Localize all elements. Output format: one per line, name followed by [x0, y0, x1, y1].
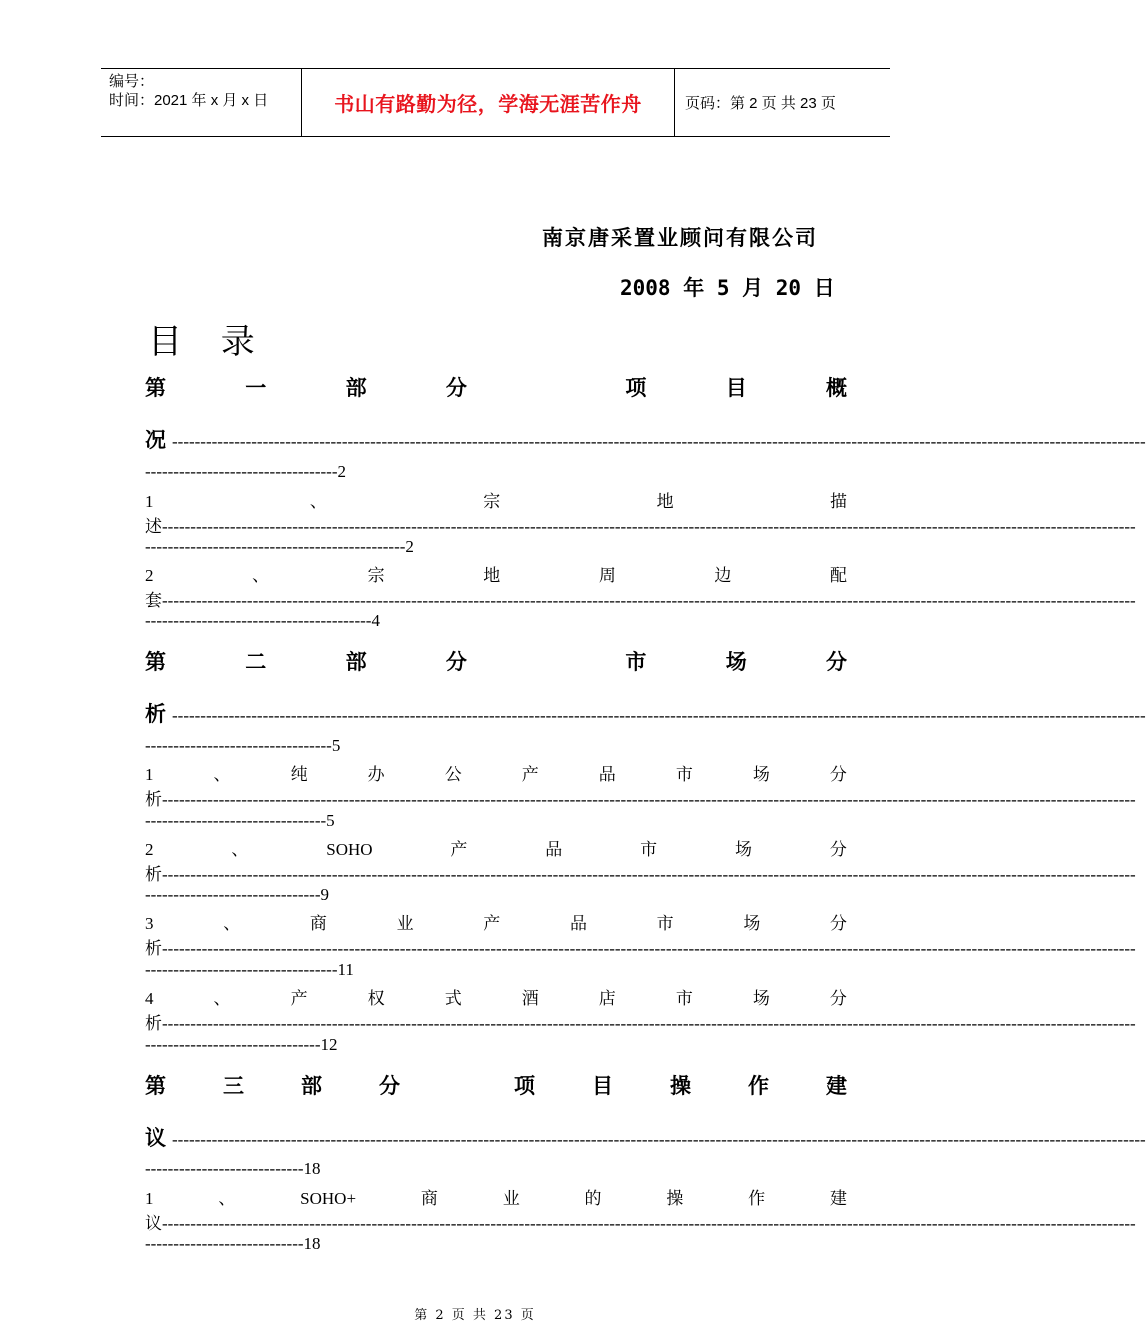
toc-token: 分 [379, 1074, 400, 1098]
toc-token: 市 [625, 650, 647, 674]
toc-page-number: ----------------------------18 [145, 1159, 321, 1178]
page-header [101, 68, 890, 137]
toc-token: 纯 [290, 765, 308, 784]
dot-leader: ---------------------------------------------------------------------------------------------------------------------------------------------------------------------------- [162, 865, 1136, 884]
toc-token: 2 [145, 566, 154, 585]
toc-token: 况 [145, 428, 166, 452]
toc-token: 建 [830, 1189, 847, 1208]
toc-entry-continuation [145, 512, 1136, 537]
toc-token: 1 [145, 1189, 154, 1208]
toc-token: 、 [252, 566, 270, 585]
toc-token: 市 [656, 914, 674, 933]
toc-token: 产 [290, 989, 308, 1008]
toc-token: 办 [367, 765, 385, 784]
header-meta [101, 69, 301, 136]
toc-token: 宗 [367, 566, 385, 585]
motto: 书山有路勤为径，学海无涯苦作舟 [334, 92, 642, 116]
toc-token: 分 [445, 650, 467, 674]
toc-token: 边 [714, 566, 732, 585]
toc-entry-line[interactable] [145, 487, 847, 512]
dot-leader: ---------------------------------------------------------------------------------------------------------------------------------------------------------------------------- [162, 1214, 1136, 1233]
toc-token: 二 [245, 650, 267, 674]
toc-token: 酒 [521, 989, 539, 1008]
toc-token: 作 [748, 1189, 766, 1208]
toc-token: 商 [420, 1189, 438, 1208]
toc-token: 操 [666, 1189, 684, 1208]
toc-entry-continuation [145, 1209, 1136, 1234]
toc-token: 分 [830, 914, 847, 933]
toc-token: 市 [640, 840, 658, 859]
page-info: 页码：第 2 页 共 23 页 [685, 95, 836, 112]
toc-token: 的 [584, 1189, 602, 1208]
toc-token: 析 [145, 939, 162, 958]
header-motto-cell [301, 69, 675, 136]
toc-token: SOHO [326, 840, 373, 859]
number-label: 编号： [109, 73, 155, 90]
toc-entry-continuation [145, 785, 1136, 810]
toc-token: 、 [309, 492, 327, 511]
toc-entry-continuation [145, 698, 1146, 728]
toc-token: 配 [829, 566, 847, 585]
toc-token: 市 [675, 989, 693, 1008]
toc-token: 第 [145, 376, 166, 400]
toc-token: 式 [444, 989, 462, 1008]
toc-token: 部 [301, 1074, 322, 1098]
toc-token: 议 [145, 1126, 166, 1150]
toc-token: 项 [514, 1074, 535, 1098]
toc-token: 场 [725, 650, 747, 674]
dot-leader: ---------------------------------------------------------------------------------------------------------------------------------------------------------------------------- [162, 517, 1136, 536]
toc-page-number: ----------------------------------------4 [145, 611, 380, 630]
time-label: 时间：2021 年 x 月 x 日 [109, 92, 269, 109]
dot-leader: ---------------------------------------------------------------------------------------------------------------------------------------------------------------------------- [162, 939, 1136, 958]
toc-token: 品 [569, 914, 587, 933]
toc-token: 地 [656, 492, 674, 511]
toc-token: 分 [829, 765, 847, 784]
toc-token: 析 [145, 1014, 162, 1033]
toc-entry-continuation [145, 860, 1136, 885]
dot-leader: ---------------------------------------------------------------------------------------------------------------------------------------------------------------------------- [162, 1014, 1136, 1033]
toc-token: 分 [829, 840, 847, 859]
toc-token: 描 [830, 492, 847, 511]
toc-entry-continuation [145, 1122, 1146, 1152]
toc-token: 品 [545, 840, 563, 859]
toc-token: 场 [752, 989, 770, 1008]
dot-leader: ---------------------------------------------------------------------------------------------------------------------------------------------------------------------------- [172, 1130, 1146, 1149]
toc-token: 1 [145, 492, 154, 511]
toc-token: 业 [502, 1189, 520, 1208]
toc-entry-line[interactable] [145, 646, 847, 676]
toc-token: 、 [218, 1189, 236, 1208]
toc-page-number: ----------------------------------------------2 [145, 537, 414, 556]
toc-entry-line[interactable] [145, 561, 847, 586]
toc-token: 场 [752, 765, 770, 784]
dot-leader: ---------------------------------------------------------------------------------------------------------------------------------------------------------------------------- [172, 706, 1146, 725]
toc-token: 分 [829, 989, 847, 1008]
toc-token: 三 [223, 1074, 244, 1098]
toc-page-number: -------------------------------12 [145, 1035, 338, 1054]
toc-token: 公 [444, 765, 462, 784]
toc-page-number: ----------------------------18 [145, 1234, 321, 1253]
company-name: 南京唐采置业顾问有限公司 [542, 225, 818, 250]
toc-page-number: -------------------------------9 [145, 885, 329, 904]
toc-token: 品 [598, 765, 616, 784]
toc-token: 产 [450, 840, 468, 859]
toc-token: 场 [735, 840, 753, 859]
toc-token: 店 [598, 989, 616, 1008]
toc-token: 目 [725, 376, 747, 400]
toc-token: SOHO+ [300, 1189, 357, 1208]
toc-token: 市 [675, 765, 693, 784]
toc-token: 分 [825, 650, 847, 674]
dot-leader: ---------------------------------------------------------------------------------------------------------------------------------------------------------------------------- [162, 591, 1136, 610]
toc-token: 项 [625, 376, 647, 400]
toc-token: 概 [825, 376, 847, 400]
toc-token: 操 [670, 1074, 691, 1098]
toc-token: 析 [145, 790, 162, 809]
toc-token: 一 [245, 376, 267, 400]
toc-token: 析 [145, 702, 166, 726]
toc-token: 第 [145, 650, 166, 674]
toc-token: 议 [145, 1214, 162, 1233]
toc-page-number: ----------------------------------2 [145, 462, 346, 481]
toc-token: 产 [483, 914, 501, 933]
toc-token: 、 [213, 989, 231, 1008]
toc-token: 、 [223, 914, 241, 933]
dot-leader: ---------------------------------------------------------------------------------------------------------------------------------------------------------------------------- [162, 790, 1136, 809]
toc-entry-line[interactable] [145, 984, 847, 1009]
toc-token: 述 [145, 517, 162, 536]
toc-token: 4 [145, 989, 154, 1008]
page-footer: 第 2 页 共 23 页 [414, 1308, 536, 1323]
toc-token: 宗 [483, 492, 501, 511]
toc-token: 目 [592, 1074, 613, 1098]
toc-token: 、 [213, 765, 231, 784]
toc-token: 析 [145, 865, 162, 884]
toc-entry-line[interactable] [145, 372, 847, 402]
toc-token: 1 [145, 765, 154, 784]
header-page-info [675, 69, 890, 136]
toc-token: 第 [145, 1074, 166, 1098]
toc-page-number: ---------------------------------5 [145, 736, 341, 755]
toc-token: 分 [445, 376, 467, 400]
toc-token: 、 [231, 840, 249, 859]
toc-page-number: --------------------------------5 [145, 811, 335, 830]
toc-entry-line[interactable] [145, 1184, 847, 1209]
toc-token: 场 [743, 914, 761, 933]
toc-token: 作 [748, 1074, 769, 1098]
toc-entry-continuation [145, 586, 1136, 611]
toc-entry-continuation [145, 934, 1136, 959]
dot-leader: ---------------------------------------------------------------------------------------------------------------------------------------------------------------------------- [172, 432, 1146, 451]
toc-token: 建 [826, 1074, 847, 1098]
toc-token: 地 [483, 566, 501, 585]
toc-entry-continuation [145, 1009, 1136, 1034]
toc-token: 2 [145, 840, 154, 859]
toc-page-number: ----------------------------------11 [145, 960, 354, 979]
toc-token: 产 [521, 765, 539, 784]
toc-token: 套 [145, 591, 162, 610]
toc-entry-line[interactable] [145, 909, 847, 934]
toc-token: 业 [396, 914, 414, 933]
toc-token: 3 [145, 914, 154, 933]
toc-entry-line[interactable] [145, 1070, 847, 1100]
toc-token: 部 [345, 376, 367, 400]
toc-entry-continuation [145, 424, 1146, 454]
toc-token: 商 [309, 914, 327, 933]
toc-title: 目 录 [148, 322, 269, 362]
document-date: 2008 年 5 月 20 日 [620, 276, 835, 300]
toc-entry-line[interactable] [145, 835, 847, 860]
toc-entry-line[interactable] [145, 760, 847, 785]
toc-token: 权 [367, 989, 385, 1008]
toc-token: 周 [598, 566, 616, 585]
toc-token: 部 [345, 650, 367, 674]
